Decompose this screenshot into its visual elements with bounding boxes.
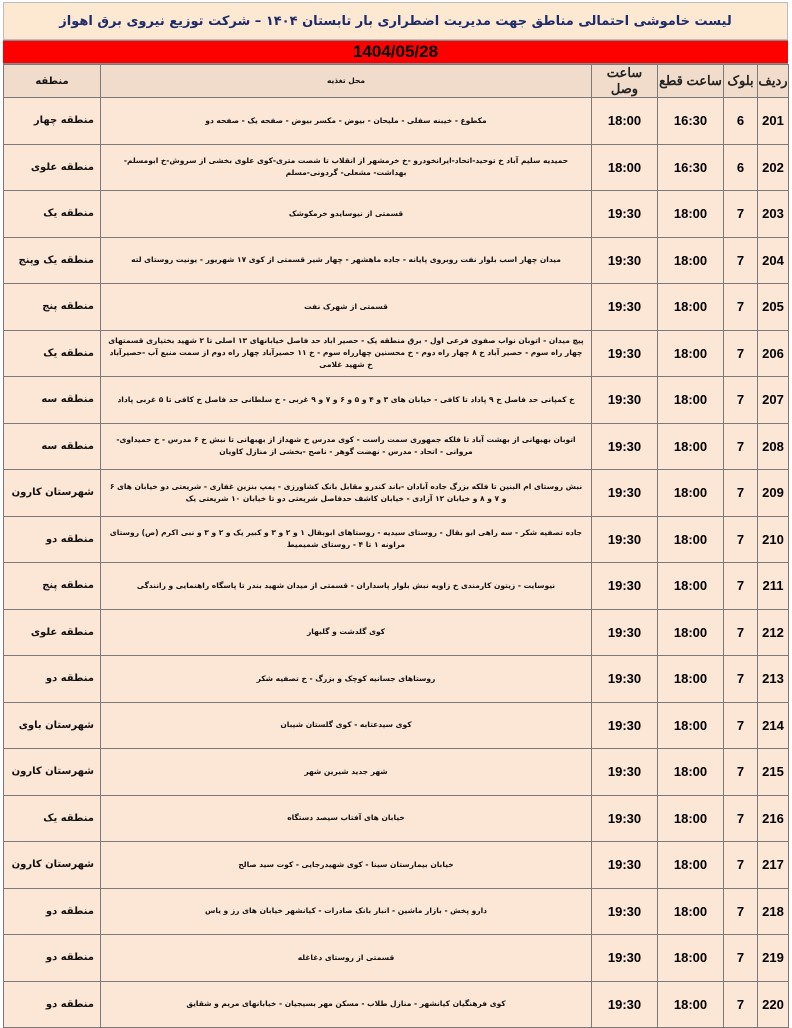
cell-block: 7 (724, 795, 758, 842)
cell-row-number: 214 (758, 702, 789, 749)
cell-region: منطقه دو (4, 656, 101, 703)
cell-row-number: 220 (758, 981, 789, 1028)
cell-on-time: 19:30 (592, 935, 658, 982)
cell-on-time: 19:30 (592, 191, 658, 238)
cell-on-time: 18:00 (592, 98, 658, 145)
cell-off-time: 18:00 (658, 516, 724, 563)
cell-off-time: 18:00 (658, 237, 724, 284)
cell-on-time: 19:30 (592, 516, 658, 563)
cell-row-number: 203 (758, 191, 789, 238)
cell-block: 7 (724, 470, 758, 517)
cell-location: قسمتی از شهرک نفت (101, 284, 592, 331)
cell-block: 7 (724, 935, 758, 982)
cell-block: 7 (724, 516, 758, 563)
cell-location: اتوبان بهبهانی از بهشت آباد تا فلکه جمهوری سمت راست - کوی مدرس خ شهداز از بهبهانی تا نبش خ ۶ مدرس - خ حمیداوی- مروانی - اتحاد - مدرس - نهضت گوهر - ناصح -بخشی از منازل کاویان (101, 423, 592, 470)
cell-location: پیچ میدان - اتوبان نواب صفوی فرعی اول - برق منطقه یک - حصیر اباد حد فاصل خیابانهای ۱۳ اصلی تا ۲ شهید بختیاری قسمتهای چهار راه سوم - حصیر آباد خ ۸ چهار راه دوم - خ محسنین چهارراه سوم - خ ۱۱ حصیرآباد چهار راه دوم از سمت منبع آب -حصیرآباد خ شهید غلامی (101, 330, 592, 377)
cell-block: 7 (724, 563, 758, 610)
cell-on-time: 19:30 (592, 795, 658, 842)
cell-off-time: 18:00 (658, 470, 724, 517)
table-row (4, 377, 789, 424)
cell-region: منطقه یک (4, 795, 101, 842)
schedule-date: 1404/05/28 (352, 42, 439, 61)
table-row (4, 563, 789, 610)
cell-location: کوی فرهنگیان کیانشهر - منازل طلاب - مسکن مهر بسیجیان - خیابانهای مریم و شقایق (101, 981, 592, 1028)
header-location: محل تغذیه (101, 65, 592, 98)
cell-off-time: 18:00 (658, 656, 724, 703)
cell-row-number: 211 (758, 563, 789, 610)
cell-row-number: 212 (758, 609, 789, 656)
cell-location: روستاهای جسانیه کوچک و بزرگ - خ تصفیه شکر (101, 656, 592, 703)
cell-region: منطقه یک (4, 191, 101, 238)
cell-off-time: 18:00 (658, 563, 724, 610)
cell-block: 7 (724, 377, 758, 424)
cell-on-time: 19:30 (592, 284, 658, 331)
table-row (4, 516, 789, 563)
cell-block: 7 (724, 191, 758, 238)
cell-region: منطقه دو (4, 935, 101, 982)
cell-block: 7 (724, 284, 758, 331)
cell-off-time: 16:30 (658, 98, 724, 145)
cell-on-time: 19:30 (592, 563, 658, 610)
cell-region: منطقه علوی (4, 609, 101, 656)
cell-on-time: 19:30 (592, 656, 658, 703)
page-title: لیست خاموشی احتمالی مناطق جهت مدیریت اضطراری بار تابستان ۱۴۰۴ – شرکت توزیع نیروی برق اهواز (59, 13, 732, 29)
cell-region: منطقه یک وپنج (4, 237, 101, 284)
cell-row-number: 218 (758, 888, 789, 935)
cell-row-number: 216 (758, 795, 789, 842)
header-off-time: ساعت قطع (658, 65, 724, 98)
cell-row-number: 201 (758, 98, 789, 145)
cell-row-number: 219 (758, 935, 789, 982)
cell-block: 7 (724, 237, 758, 284)
cell-row-number: 207 (758, 377, 789, 424)
cell-location: شهر جدید شیرین شهر (101, 749, 592, 796)
cell-on-time: 19:30 (592, 842, 658, 889)
table-row (4, 795, 789, 842)
table-row (4, 470, 789, 517)
table-row (4, 144, 789, 191)
cell-off-time: 18:00 (658, 935, 724, 982)
cell-off-time: 18:00 (658, 609, 724, 656)
cell-off-time: 18:00 (658, 423, 724, 470)
cell-location: کوی سیدعتابه - کوی گلستان شیبان (101, 702, 592, 749)
cell-region: شهرستان کارون (4, 842, 101, 889)
cell-row-number: 202 (758, 144, 789, 191)
cell-block: 6 (724, 98, 758, 145)
table-row (4, 656, 789, 703)
cell-block: 7 (724, 888, 758, 935)
table-row (4, 191, 789, 238)
cell-block: 6 (724, 144, 758, 191)
cell-row-number: 208 (758, 423, 789, 470)
date-bar (3, 40, 788, 64)
table-row (4, 749, 789, 796)
cell-location: نبش روستای ام البنین تا فلکه بزرگ جاده آبادان -باند کندرو مقابل بانک کشاورزی - پمپ بنزین غفاری - شریعتی دو خیابان های ۶ و ۷ و ۸ و خیابان ۱۲ آزادی - خیابان کاشف حدفاصل شریعتی دو تا خیابان ۱۰ شریعتی یک (101, 470, 592, 517)
cell-row-number: 204 (758, 237, 789, 284)
cell-region: منطقه سه (4, 423, 101, 470)
cell-on-time: 19:30 (592, 749, 658, 796)
cell-block: 7 (724, 423, 758, 470)
cell-block: 7 (724, 749, 758, 796)
cell-block: 7 (724, 981, 758, 1028)
cell-location: جاده تصفیه شکر - سه راهی ابو بقال - روستای سیدیه - روستاهای ابوبقال ۱ و ۲ و ۳ و کبیر یک و ۲ و ۳ و نبی اکرم (ص) روستای مراونه ۱ تا ۴ - روستای شمیمیط (101, 516, 592, 563)
cell-location: مکطوع - خیبنه سفلی - ملیحان - بیوض - مکسر بیوض - صفحه یک - صفحه دو (101, 98, 592, 145)
cell-location: قسمتی از روستای دغاغله (101, 935, 592, 982)
table-row (4, 284, 789, 331)
cell-row-number: 206 (758, 330, 789, 377)
header-block: بلوک (724, 65, 758, 98)
header-row-number: ردیف (758, 65, 789, 98)
cell-off-time: 18:00 (658, 284, 724, 331)
cell-row-number: 205 (758, 284, 789, 331)
cell-location: قسمتی از نیوسایدو خرمکوشک (101, 191, 592, 238)
cell-on-time: 19:30 (592, 330, 658, 377)
cell-row-number: 210 (758, 516, 789, 563)
cell-region: منطقه دو (4, 516, 101, 563)
cell-block: 7 (724, 330, 758, 377)
table-row (4, 842, 789, 889)
table-row (4, 935, 789, 982)
cell-off-time: 18:00 (658, 330, 724, 377)
cell-on-time: 19:30 (592, 377, 658, 424)
cell-region: شهرستان کارون (4, 470, 101, 517)
cell-block: 7 (724, 842, 758, 889)
cell-on-time: 18:00 (592, 144, 658, 191)
table-row (4, 981, 789, 1028)
cell-row-number: 217 (758, 842, 789, 889)
header-region: منطقه (4, 65, 101, 98)
cell-off-time: 18:00 (658, 888, 724, 935)
cell-location: خ کمپانی حد فاصل خ ۹ پاداد تا کافی - خیابان های ۳ و ۴ و ۵ و ۶ و ۷ و ۹ غربی - خ سلطانی حد فاصل خ کافی تا ۵ غربی پاداد (101, 377, 592, 424)
cell-row-number: 215 (758, 749, 789, 796)
cell-region: منطقه پنج (4, 563, 101, 610)
cell-row-number: 209 (758, 470, 789, 517)
table-row (4, 888, 789, 935)
cell-region: منطقه یک (4, 330, 101, 377)
table-row (4, 237, 789, 284)
title-bar (3, 2, 788, 40)
cell-on-time: 19:30 (592, 470, 658, 517)
cell-on-time: 19:30 (592, 609, 658, 656)
cell-on-time: 19:30 (592, 702, 658, 749)
table-row (4, 702, 789, 749)
cell-block: 7 (724, 702, 758, 749)
cell-off-time: 18:00 (658, 377, 724, 424)
cell-location: نیوسایت - زیتون کارمندی خ زاویه نبش بلوار پاسداران - قسمتی از میدان شهید بندر تا پاسگاه راهنمایی و رانندگی (101, 563, 592, 610)
cell-region: شهرستان باوی (4, 702, 101, 749)
table-row (4, 330, 789, 377)
cell-location: خیابان بیمارستان سینا - کوی شهیدرجایی - کوت سید صالح (101, 842, 592, 889)
cell-on-time: 19:30 (592, 237, 658, 284)
cell-row-number: 213 (758, 656, 789, 703)
cell-block: 7 (724, 656, 758, 703)
cell-location: حمیدیه سلیم آباد خ توحید-اتحاد-ایرانخودرو -خ خرمشهر از انقلاب تا شصت متری-کوی علوی بخشی از سروش-خ ابومسلم- بهداشت- مشعلی- گردونی-مسلم (101, 144, 592, 191)
cell-region: منطقه دو (4, 888, 101, 935)
cell-location: کوی گلدشت و گلبهار (101, 609, 592, 656)
table-header-row (4, 65, 789, 98)
cell-off-time: 18:00 (658, 191, 724, 238)
cell-region: منطقه علوی (4, 144, 101, 191)
cell-region: منطقه دو (4, 981, 101, 1028)
header-on-time: ساعت وصل (592, 65, 658, 98)
cell-region: منطقه پنج (4, 284, 101, 331)
cell-on-time: 19:30 (592, 981, 658, 1028)
cell-block: 7 (724, 609, 758, 656)
table-row (4, 423, 789, 470)
cell-location: دارو پخش - بازار ماشین - انبار بانک صادرات - کیانشهر خیابان های رز و یاس (101, 888, 592, 935)
cell-region: شهرستان کارون (4, 749, 101, 796)
cell-off-time: 18:00 (658, 702, 724, 749)
cell-region: منطقه چهار (4, 98, 101, 145)
table-row (4, 98, 789, 145)
outage-table (3, 64, 789, 1028)
cell-off-time: 18:00 (658, 981, 724, 1028)
cell-off-time: 18:00 (658, 749, 724, 796)
cell-on-time: 19:30 (592, 423, 658, 470)
cell-off-time: 18:00 (658, 842, 724, 889)
cell-off-time: 16:30 (658, 144, 724, 191)
table-row (4, 609, 789, 656)
cell-location: میدان چهار اسب بلوار نفت روبروی پایانه - جاده ماهشهر - چهار شیر قسمتی از کوی ۱۷ شهریور - یونیت روستای لته (101, 237, 592, 284)
cell-location: خیابان های آفتاب سیصد دستگاه (101, 795, 592, 842)
cell-off-time: 18:00 (658, 795, 724, 842)
cell-region: منطقه سه (4, 377, 101, 424)
cell-on-time: 19:30 (592, 888, 658, 935)
